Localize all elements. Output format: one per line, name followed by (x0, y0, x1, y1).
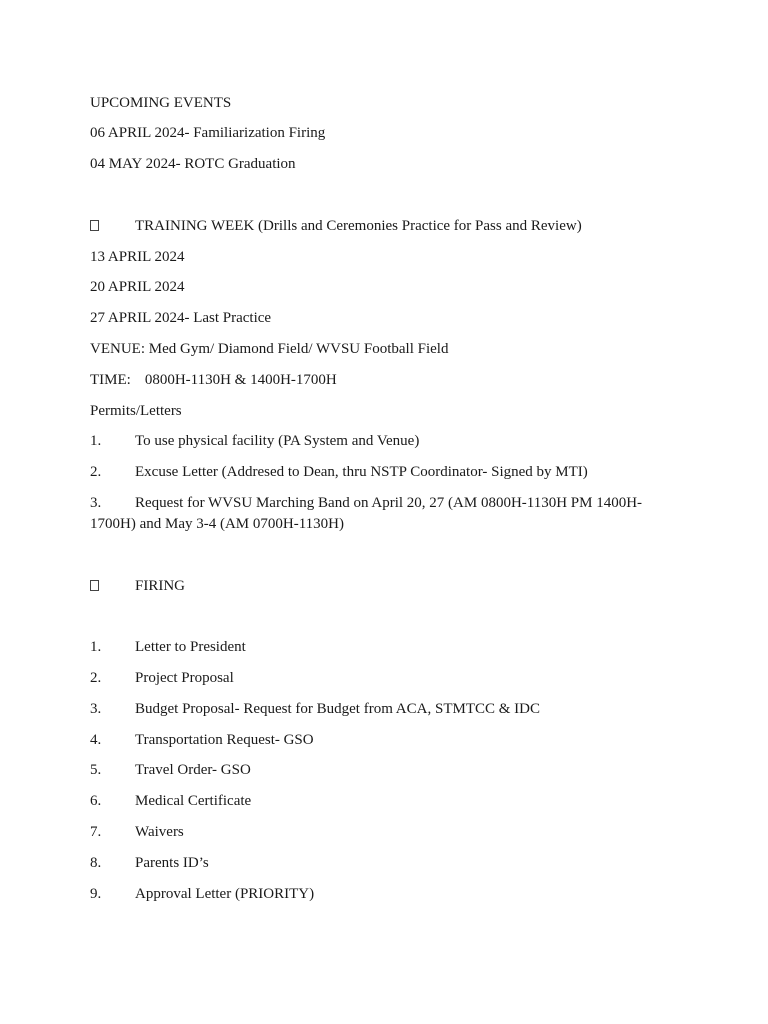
firing-number: 9. (90, 886, 102, 902)
permit-item-continuation: 1700H) and May 3-4 (AM 0700H-1130H) (90, 516, 344, 532)
firing-text: Travel Order- GSO (135, 762, 251, 778)
permit-number: 2. (90, 464, 102, 480)
firing-text: Letter to President (135, 639, 246, 655)
firing-item (90, 638, 246, 656)
training-date: 20 APRIL 2024 (90, 279, 185, 295)
time-line (90, 371, 337, 389)
training-date: 27 APRIL 2024- Last Practice (90, 310, 272, 326)
permit-text: Excuse Letter (Addresed to Dean, thru NSTP Coordinator- Signed by MTI) (135, 464, 588, 480)
venue-line: VENUE: Med Gym/ Diamond Field/ WVSU Football Field (90, 341, 449, 357)
firing-number: 6. (90, 793, 102, 809)
firing-item (90, 700, 540, 718)
firing-item (90, 823, 184, 841)
firing-item (90, 761, 251, 779)
firing-heading-line (90, 577, 185, 596)
firing-text: Budget Proposal- Request for Budget from ACA, STMTCC & IDC (135, 701, 540, 717)
firing-text: Parents ID’s (135, 855, 209, 871)
firing-number: 5. (90, 762, 102, 778)
upcoming-events-heading: UPCOMING EVENTS (90, 95, 232, 111)
firing-item (90, 731, 314, 749)
training-date: 13 APRIL 2024 (90, 249, 185, 265)
permit-number: 3. (90, 495, 102, 511)
checkbox-bullet-icon (90, 218, 135, 236)
firing-heading: FIRING (135, 578, 186, 594)
permits-heading: Permits/Letters (90, 403, 182, 419)
permit-item (90, 432, 419, 450)
firing-text: Waivers (135, 824, 184, 840)
event-item: 04 MAY 2024- ROTC Graduation (90, 156, 296, 172)
training-week-heading: TRAINING WEEK (Drills and Ceremonies Practice for Pass and Review) (135, 218, 582, 234)
firing-text: Approval Letter (PRIORITY) (135, 886, 315, 902)
event-item: 06 APRIL 2024- Familiarization Firing (90, 125, 326, 141)
firing-item (90, 885, 314, 903)
firing-text: Project Proposal (135, 670, 234, 686)
firing-number: 2. (90, 670, 102, 686)
permit-text: Request for WVSU Marching Band on April 20, 27 (AM 0800H-1130H PM 1400H- (135, 495, 643, 511)
firing-number: 3. (90, 701, 102, 717)
firing-item (90, 792, 251, 810)
firing-number: 7. (90, 824, 102, 840)
checkbox-bullet-icon (90, 578, 135, 596)
firing-item (90, 669, 234, 687)
firing-number: 1. (90, 639, 102, 655)
firing-item (90, 854, 209, 872)
firing-text: Transportation Request- GSO (135, 732, 314, 748)
time-value: 0800H-1130H & 1400H-1700H (144, 372, 337, 388)
firing-number: 8. (90, 855, 102, 871)
firing-text: Medical Certificate (135, 793, 252, 809)
permit-text: To use physical facility (PA System and Venue) (135, 433, 420, 449)
firing-number: 4. (90, 732, 102, 748)
permit-number: 1. (90, 433, 102, 449)
permit-item (90, 463, 588, 481)
time-label: TIME: (90, 372, 131, 388)
training-week-heading-line (90, 217, 582, 236)
permit-item (90, 494, 642, 512)
